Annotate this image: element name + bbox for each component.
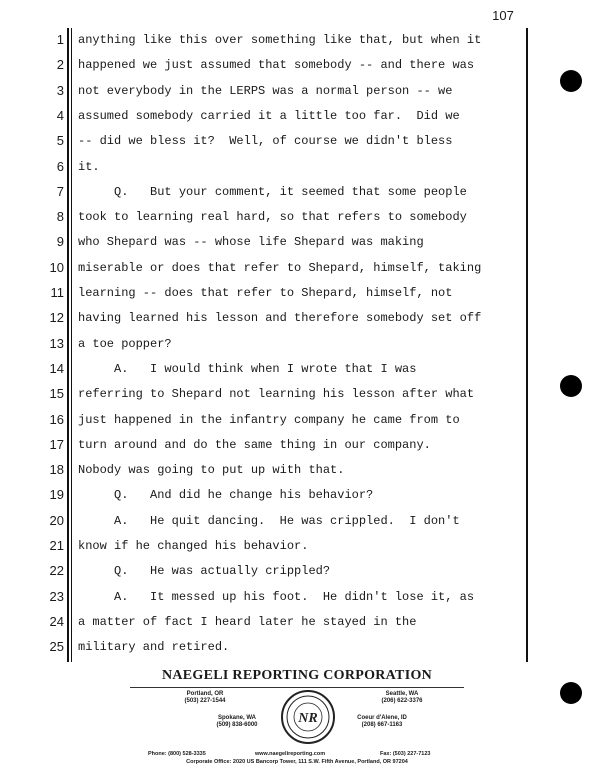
transcript-line: [42, 408, 528, 433]
footer-rule: [130, 687, 464, 688]
line-number: 3: [56, 82, 64, 98]
line-number: 17: [49, 436, 64, 452]
transcript-line: [42, 256, 528, 281]
line-text: A. It messed up his foot. He didn't lose it, as: [78, 589, 475, 604]
line-number: 9: [56, 234, 64, 250]
line-text: learning -- does that refer to Shepard, himself, not: [78, 286, 453, 300]
line-text: -- did we bless it? Well, of course we didn't bless: [78, 134, 453, 149]
footer-fax: Fax: (503) 227-7123: [380, 751, 431, 757]
line-text: a toe popper?: [78, 336, 172, 351]
line-text: having learned his lesson and therefore somebody set off: [78, 311, 482, 326]
line-text: Q. But your comment, it seemed that some people: [78, 184, 467, 199]
transcript-line: [42, 306, 528, 331]
transcript-line: [42, 585, 528, 610]
line-number: 8: [56, 209, 64, 225]
transcript-line: [42, 509, 528, 534]
office-phone: (208) 667-1163: [361, 722, 403, 728]
line-text: a matter of fact I heard later he stayed in the: [78, 614, 417, 629]
line-number: 24: [49, 613, 64, 629]
seal-monogram: NR: [298, 711, 318, 726]
line-text: A. I would think when I wrote that I was: [78, 361, 417, 376]
line-text: happened we just assumed that somebody -- and there was: [78, 58, 475, 73]
line-number: 10: [49, 259, 64, 275]
transcript-line: [42, 458, 528, 483]
transcript-line: [42, 28, 528, 53]
office-city: Spokane, WA: [217, 715, 256, 721]
footer-phone: Phone: (800) 528-3335: [148, 751, 206, 757]
line-number: 15: [49, 386, 64, 402]
office-seattle: [362, 691, 442, 705]
transcript-line: [42, 559, 528, 584]
line-text: A. He quit dancing. He was crippled. I don't: [78, 513, 460, 528]
line-number: 2: [56, 57, 64, 73]
page-number: 107: [492, 8, 514, 23]
line-number: 14: [49, 360, 64, 376]
transcript-line: [42, 180, 528, 205]
transcript-line: [42, 53, 528, 78]
line-number: 5: [56, 133, 64, 149]
line-number: 12: [49, 310, 64, 326]
corporate-office-address: Corporate Office: 2020 US Bancorp Tower, 111 S.W. Fifth Avenue, Portland, OR 97204: [186, 759, 408, 765]
office-phone: (503) 227-1544: [184, 698, 226, 704]
transcript-line: [42, 129, 528, 154]
line-number: 20: [49, 512, 64, 528]
office-phone: (206) 622-3376: [381, 698, 423, 704]
transcript-line: [42, 610, 528, 635]
footer-website: www.naegelireporting.com: [255, 751, 326, 757]
line-text: referring to Shepard not learning his lesson after what: [78, 387, 475, 402]
transcript-line: [42, 635, 528, 660]
line-text: who Shepard was -- whose life Shepard was making: [78, 235, 424, 250]
transcript-line: [42, 155, 528, 180]
line-text: military and retired.: [78, 640, 230, 655]
binder-hole: [560, 70, 582, 92]
transcript-line: [42, 205, 528, 230]
line-number: 21: [49, 538, 64, 553]
line-number: 23: [49, 588, 64, 604]
line-number: 22: [49, 563, 64, 579]
office-phone: (509) 838-6000: [216, 722, 258, 728]
binder-hole: [560, 375, 582, 397]
transcript-line: [42, 382, 528, 407]
line-number: 13: [49, 335, 64, 351]
transcript-body: [42, 28, 528, 662]
company-seal-logo: [280, 689, 336, 745]
line-number: 1: [56, 32, 64, 47]
office-portland: [170, 691, 240, 705]
transcript-line: [42, 332, 528, 357]
line-text: miserable or does that refer to Shepard, himself, taking: [78, 260, 482, 275]
transcript-line: [42, 357, 528, 382]
reporter-footer: [130, 668, 464, 778]
line-number: 16: [49, 411, 64, 427]
line-text: it.: [78, 159, 100, 174]
line-text: Q. And did he change his behavior?: [78, 488, 374, 503]
line-number: 4: [56, 107, 64, 123]
office-city: Seattle, WA: [385, 691, 419, 697]
transcript-line: [42, 534, 528, 559]
line-text: Nobody was going to put up with that.: [78, 463, 345, 478]
line-number: 19: [49, 487, 64, 503]
binder-hole: [560, 682, 582, 704]
transcript-line: [42, 433, 528, 458]
line-text: took to learning real hard, so that refers to somebody: [78, 210, 467, 225]
transcript-line: [42, 104, 528, 129]
line-text: not everybody in the LERPS was a normal person -- we: [78, 83, 453, 98]
line-text: just happened in the infantry company he came from to: [78, 412, 460, 427]
transcript-line: [42, 281, 528, 306]
office-coeur-dalene: [342, 715, 422, 729]
line-text: assumed somebody carried it a little too far. Did we: [78, 108, 460, 123]
office-city: Portland, OR: [186, 691, 224, 697]
transcript-line: [42, 79, 528, 104]
line-text: know if he changed his behavior.: [78, 539, 309, 553]
line-number: 6: [56, 158, 64, 174]
line-text: turn around and do the same thing in our company.: [78, 437, 431, 452]
transcript-line: [42, 483, 528, 508]
firm-name: NAEGELI REPORTING CORPORATION: [161, 668, 433, 683]
office-city: Coeur d'Alene, ID: [357, 715, 407, 721]
line-number: 18: [49, 462, 64, 478]
line-text: Q. He was actually crippled?: [78, 564, 331, 579]
line-number: 7: [56, 183, 64, 199]
line-number: 25: [49, 639, 64, 655]
line-text: anything like this over something like that, but when it: [78, 33, 482, 47]
transcript-line: [42, 230, 528, 255]
line-number: 11: [50, 285, 64, 300]
office-spokane: [202, 715, 272, 729]
